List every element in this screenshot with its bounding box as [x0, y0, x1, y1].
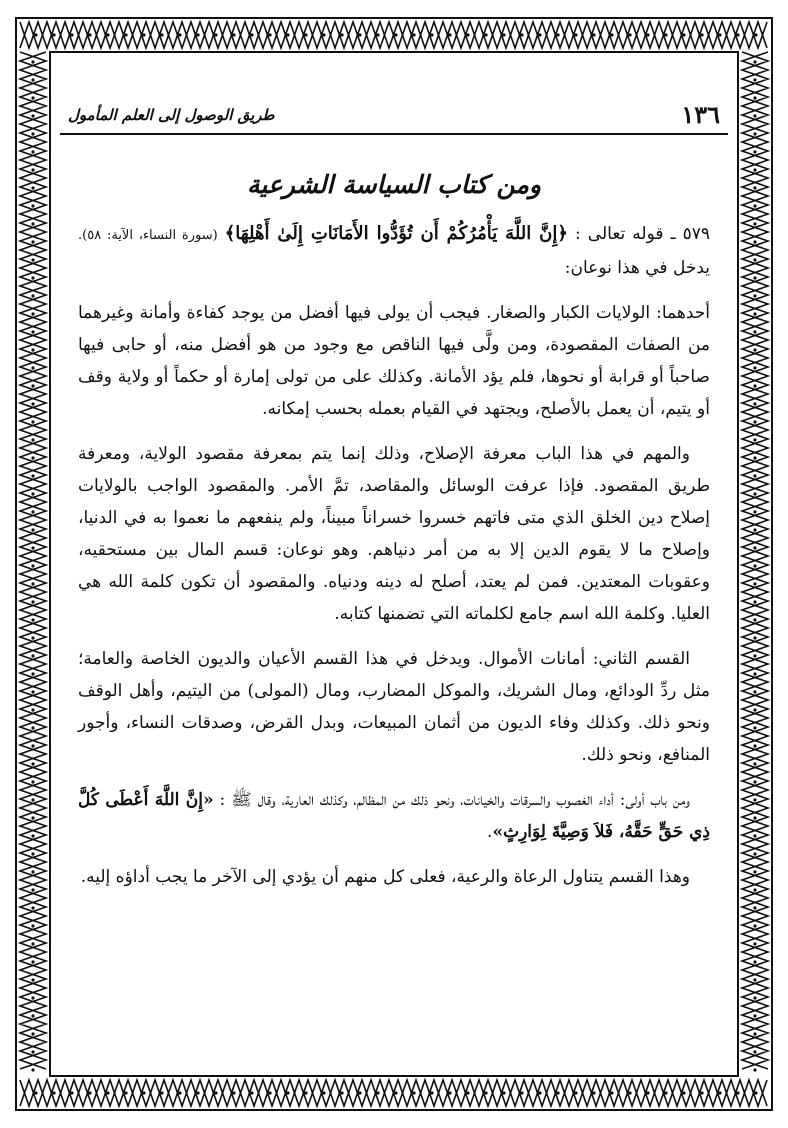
hadith-quote: «إِنَّ اللَّهَ أَعْطَى كُلَّ ذِي حَقٍّ حَقَّهُ، فَلاَ وَصِيَّةَ لِوَارِثٍ» — [78, 790, 710, 842]
item-lead: ٥٧٩ ـ قوله تعالى : — [575, 224, 711, 244]
page-header — [60, 98, 728, 132]
quran-verse: ﴿إِنَّ اللَّهَ يَأْمُرُكُمْ أَن تُؤَدُّوا الأَمَانَاتِ إِلَىٰ أَهْلِهَا﴾ — [224, 223, 568, 244]
verse-reference: (سورة النساء، الآية: ٥٨). — [78, 228, 218, 243]
hadith-end: . — [487, 822, 493, 842]
header-divider — [60, 133, 728, 135]
paragraph-reform: والمهم في هذا الباب معرفة الإصلاح، وذلك إنما يتم بمعرفة مقصود الولاية، ومعرفة طريق المقصود. فإذا عرفت الوسائل والمقاصد، تمَّ الأمر. والمقصود الواجب بالولايات إصلاح دين الخلق الذي متى فاتهم خسروا خسراناً مبيناً، ولم ينفعهم ما نعموا به في الدنيا، وإصلاح ما لا يقوم الدين إلا به من أمر دنياهم. وهو نوعان: قسم المال بين مستحقيه، وعقوبات المعتدين. فمن لم يعتد، أصلح له دينه ودنياه. والمقصود أن تكون كلمة الله هي العليا. وكلمة الله اسم جامع لكلماته التي تضمنها كتابه. — [78, 444, 710, 624]
running-title: طريق الوصول إلى العلم المأمول — [68, 106, 275, 124]
paragraph-first-type: أحدهما: الولايات الكبار والصغار. فيجب أن يولى فيها أفضل من يوجد كفاءة وأمانة وغيرهما من الصفات المقصودة، ومن ولَّى فيها الناقص مع وجود من هو أفضل منه، أو حابى فيها صاحباً أو قرابة أو نحوها، فلم يؤد الأمانة. وكذلك على من تولى إمارة أو حكماً أو ولاية وقف أو يتيم، أن يعمل بالأصلح، ويجتهد في القيام بعمله بحسب إمكانه. — [78, 303, 710, 419]
page-body — [78, 218, 710, 906]
section-title: ومن كتاب السياسة الشرعية — [246, 170, 542, 199]
paragraph-priority — [78, 784, 710, 848]
paragraph-579 — [78, 218, 710, 284]
paragraph-second-type: القسم الثاني: أمانات الأموال. ويدخل في هذا القسم الأعيان والديون الخاصة والعامة؛ مثل ردِّ الودائع، ومال الشريك، والموكل المضارب، ومال (المولى) من اليتيم، وأهل الوقف ونحو ذلك. وكذلك وفاء الديون من أثمان المبيعات، وبدل القرض، وصدقات النساء، وأجور المنافع، ونحو ذلك. — [78, 649, 710, 765]
paragraph-rulers: وهذا القسم يتناول الرعاة والرعية، فعلى كل منهم أن يؤدي إلى الآخر ما يجب أداؤه إليه. — [80, 867, 690, 887]
priority-text: ومن باب أولى: أداء الغصوب والسرقات والخيانات، ونحو ذلك من المظالم، وكذلك العارية، وقال ﷺ : — [219, 790, 690, 810]
item-tail: يدخل في هذا نوعان: — [564, 258, 710, 278]
page-number: ١٣٦ — [681, 100, 720, 129]
